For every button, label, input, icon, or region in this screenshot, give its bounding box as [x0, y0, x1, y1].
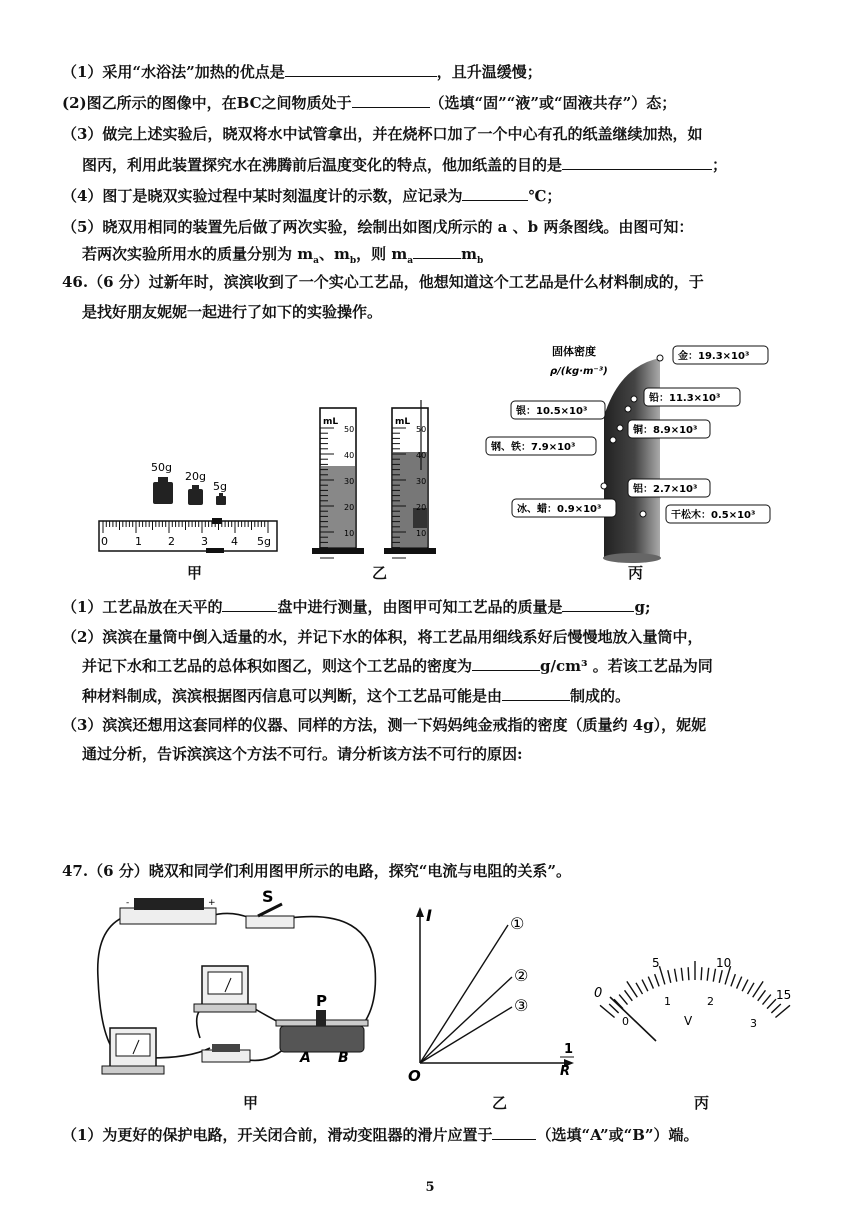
slider-label: P	[316, 992, 327, 1010]
answer-blank[interactable]	[492, 1125, 536, 1140]
axis-x-numerator: 1	[564, 1042, 574, 1057]
q46-part3-line1: （3）滨滨还想用这套同样的仪器、同样的方法，测一下妈妈纯金戒指的密度（质量约 4g），妮妮	[62, 716, 707, 734]
i-r-graph	[400, 905, 590, 1085]
ruler-label: 0	[101, 535, 108, 548]
tick-mark	[771, 1004, 780, 1013]
q45-part1: （1）采用“水浴法”加热的优点是 ，且升温缓慢；	[62, 63, 542, 81]
cylinder-tick-label: 50	[416, 425, 427, 434]
cylinder-tick-label: 10	[416, 529, 427, 538]
line-label-2: ②	[514, 966, 529, 985]
density-title: 固体密度	[552, 345, 596, 358]
balance-figure	[95, 455, 290, 555]
q46-title: 46.（6 分）过新年时，滨滨收到了一个实心工艺品，他想知道这个工艺品是什么材料制成的，于	[62, 273, 704, 291]
answer-blank[interactable]	[222, 597, 277, 612]
caption-bing-47: 丙	[694, 1094, 710, 1112]
answer-blank[interactable]	[352, 93, 430, 108]
tick-mark	[668, 970, 671, 983]
tick-mark	[737, 977, 742, 989]
weight-50g	[153, 477, 173, 504]
weight-5g	[216, 493, 226, 505]
axis-origin-label: O	[408, 1067, 421, 1085]
weight-label-20g: 20g	[185, 470, 206, 483]
caption-yi: 乙	[372, 564, 388, 582]
q45-part5-line1: （5）晓双用相同的装置先后做了两次实验，绘制出如图戊所示的 a 、b 两条图线。由图可知：	[62, 218, 694, 236]
cylinder-tick-label: 30	[416, 477, 427, 486]
end-a: A	[300, 1050, 311, 1066]
svg-text:+: +	[208, 898, 216, 908]
density-label-gold	[657, 346, 768, 364]
caption-bing: 丙	[628, 564, 644, 582]
tick-mark	[719, 970, 722, 983]
svg-text:-: -	[126, 898, 130, 908]
end-b: B	[338, 1050, 349, 1066]
circuit-figure	[90, 888, 390, 1088]
caption-jia: 甲	[187, 564, 203, 582]
q45-part3-line1: （3）做完上述实验后，晓双将水中试管拿出，并在烧杯口加了一个中心有孔的纸盖继续加热，如	[62, 125, 703, 143]
tick-mark	[701, 967, 702, 980]
tick-mark	[742, 980, 748, 992]
dial-inner-0: 0	[622, 1015, 629, 1028]
line-label-3: ③	[514, 996, 529, 1015]
svg-text:铝：2.7×10³: 铝：2.7×10³	[633, 484, 698, 495]
tick-mark	[681, 968, 683, 981]
ruler-label: 2	[168, 535, 175, 548]
tick-mark	[655, 974, 659, 986]
svg-text:银：10.5×10³: 银：10.5×10³	[516, 406, 588, 417]
cylinder-water	[312, 408, 364, 554]
q45-part2: (2)图乙所示的图像中，在BC之间物质处于 （选填“固”“液”或“固液共存”）态；	[62, 94, 677, 112]
q45-part5-line2: 若两次实验所用水的质量分别为 $m_a$、$m_b$，则 $m_a$ $m_b$	[82, 245, 484, 266]
svg-text:冰、蜡：0.9×10³: 冰、蜡：0.9×10³	[517, 504, 602, 515]
svg-text:铜：8.9×10³: 铜：8.9×10³	[633, 425, 698, 436]
cylinder-unit: mL	[323, 417, 339, 427]
density-label-ice	[512, 499, 616, 517]
switch-label: S	[262, 888, 274, 906]
switch[interactable]	[246, 888, 294, 928]
q46-part2-line1: （2）滨滨在量筒中倒入适量的水，并记下水的体积，将工艺品用细线系好后慢慢地放入量筒中，	[62, 628, 703, 646]
answer-blank[interactable]	[502, 686, 570, 701]
dial-outer-5: 5	[652, 956, 660, 970]
dial-inner-2: 2	[707, 995, 714, 1008]
q47-part1: （1）为更好的保护电路，开关闭合前，滑动变阻器的滑片应置于 （选填“A”或“B”）端。	[62, 1126, 699, 1144]
answer-blank[interactable]	[472, 656, 540, 671]
weight-label-50g: 50g	[151, 461, 172, 474]
density-figure	[480, 336, 780, 564]
svg-text:干松木：0.5×10³: 干松木：0.5×10³	[671, 510, 756, 521]
answer-blank[interactable]	[462, 186, 528, 201]
resistor	[202, 1044, 250, 1062]
voltmeter-dial	[590, 945, 800, 1045]
caption-yi-47: 乙	[492, 1094, 508, 1112]
rheostat[interactable]	[276, 992, 368, 1066]
density-unit: ρ/(kg·m⁻³)	[550, 366, 608, 377]
cylinder-tick-label: 40	[416, 451, 427, 460]
dial-unit: V	[684, 1014, 693, 1028]
q47-title: 47.（6 分）晓双和同学们利用图甲所示的电路，探究“电流与电阻的关系”。	[62, 862, 572, 880]
svg-text:钢、铁：7.9×10³: 钢、铁：7.9×10³	[491, 442, 576, 453]
dial-outer-15: 15	[776, 988, 792, 1002]
svg-text:铅：11.3×10³: 铅：11.3×10³	[649, 393, 721, 404]
cylinder-tick-label: 20	[416, 503, 427, 512]
page-number: 5	[425, 1180, 435, 1195]
rider[interactable]	[212, 518, 222, 524]
ruler-label: 1	[135, 535, 142, 548]
density-label-lead	[631, 388, 740, 406]
tick-mark	[688, 967, 689, 980]
cylinder-unit: mL	[395, 417, 411, 427]
answer-blank[interactable]	[562, 597, 634, 612]
weight-20g	[188, 485, 203, 505]
cylinder-tick-label: 40	[344, 451, 355, 460]
ruler-label: 3	[201, 535, 208, 548]
dial-needle	[610, 997, 656, 1041]
tick-mark	[619, 995, 627, 1005]
tick-mark	[642, 980, 648, 992]
cylinders-figure	[308, 400, 448, 560]
density-label-copper	[617, 420, 710, 438]
battery	[120, 898, 216, 924]
dial-outer-10: 10	[716, 956, 732, 970]
tick-mark	[758, 990, 766, 1000]
cylinder-tick-label: 30	[344, 477, 355, 486]
ammeter	[102, 1028, 164, 1074]
cylinder-with-object	[384, 400, 436, 554]
q46-part1: （1）工艺品放在天平的 盘中进行测量，由图甲可知工艺品的质量是 g;	[62, 598, 651, 616]
caption-jia-47: 甲	[243, 1094, 259, 1112]
cylinder-tick-label: 10	[344, 529, 355, 538]
answer-blank[interactable]	[562, 155, 712, 170]
cylinder-tick-label: 20	[344, 503, 355, 512]
axis-x-denominator: R	[560, 1064, 571, 1079]
q46-part2-line2: 并记下水和工艺品的总体积如图乙，则这个工艺品的密度为 g/cm³ 。若该工艺品为同	[82, 657, 713, 675]
dial-inner-3: 3	[750, 1017, 757, 1030]
voltmeter	[194, 966, 256, 1012]
svg-text:金：19.3×10³: 金：19.3×10³	[678, 351, 750, 362]
graph-line-3	[420, 1007, 512, 1063]
axis-i-label: I	[426, 906, 432, 925]
tick-mark	[675, 969, 677, 982]
ruler-label: 4	[231, 535, 238, 548]
tick-mark	[707, 968, 709, 981]
tick-mark	[609, 1004, 618, 1013]
q45-part3-line2: 图丙，利用此装置探究水在沸腾前后温度变化的特点，他加纸盖的目的是 ；	[82, 156, 728, 174]
ruler-label: 5g	[257, 535, 271, 548]
tick-mark	[625, 990, 633, 1000]
tick-mark	[762, 995, 770, 1005]
q45-part4: （4）图丁是晓双实验过程中某时刻温度计的示数，应记录为 ℃；	[62, 187, 562, 205]
dial-ticks	[600, 961, 790, 1018]
density-label-steel	[486, 437, 616, 455]
tick-mark	[767, 999, 776, 1008]
tick-mark	[648, 977, 653, 989]
line-label-1: ①	[510, 914, 525, 933]
tick-mark	[713, 969, 715, 982]
tick-mark	[659, 966, 664, 984]
dial-inner-1: 1	[664, 995, 671, 1008]
q46-part2-line3: 种材料制成，滨滨根据图丙信息可以判断，这个工艺品可能是由 制成的。	[82, 687, 631, 705]
weight-label-5g: 5g	[213, 480, 227, 493]
tick-mark	[731, 974, 735, 986]
q46-title-line2: 是找好朋友妮妮一起进行了如下的实验操作。	[82, 303, 383, 321]
tick-mark	[748, 983, 755, 994]
cylinder-tick-label: 50	[344, 425, 355, 434]
answer-blank[interactable]	[413, 244, 461, 259]
q46-part3-line2: 通过分析，告诉滨滨这个方法不可行。请分析该方法不可行的原因:	[82, 745, 523, 763]
dial-outer-0: 0	[594, 986, 603, 1001]
rider-bottom	[206, 548, 224, 553]
tick-mark	[636, 983, 643, 994]
answer-blank[interactable]	[285, 62, 437, 77]
